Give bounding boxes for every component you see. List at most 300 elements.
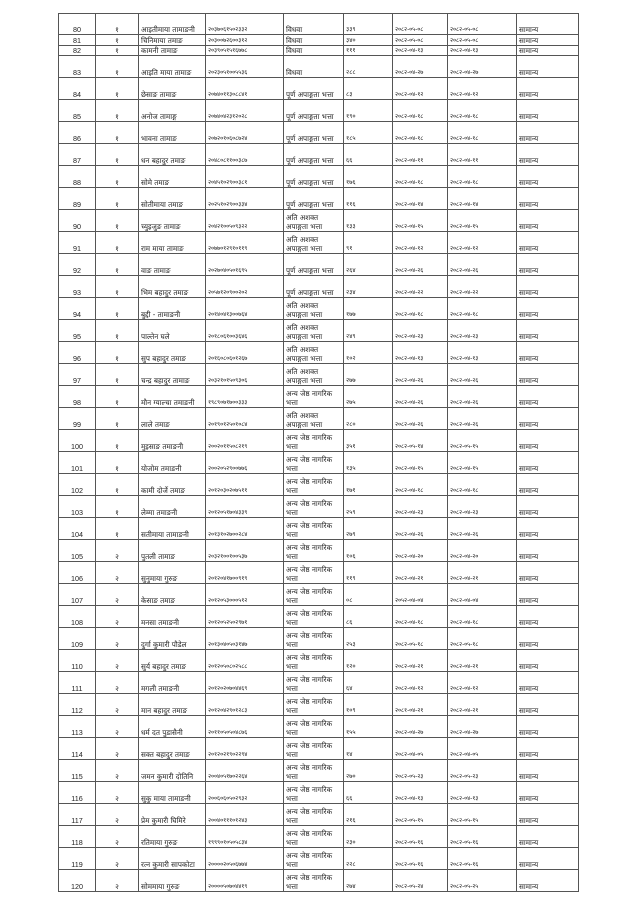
serial-number-cell: 88 [59, 166, 96, 188]
end-date-cell: २०८२-०४-१२ [448, 232, 517, 254]
serial-number-cell: 97 [59, 364, 96, 386]
beneficiary-name-cell: च्युइजुङ तामाङ [139, 210, 206, 232]
start-date-cell: २०८२-०४-२६ [393, 408, 448, 430]
status-cell: सामान्य [517, 650, 579, 672]
identity-number-cell: २०७७०१२९१०११९ [206, 232, 284, 254]
ward-number-cell: १ [96, 254, 139, 276]
amount-cell: ३३९ [344, 14, 393, 35]
end-date-cell: २०८२-०५-१६ [448, 848, 517, 870]
start-date-cell: २०८२-०५-१८ [393, 628, 448, 650]
ward-number-cell: २ [96, 672, 139, 694]
allowance-type-cell: पूर्ण अपाङ्गता भत्ता [284, 166, 344, 188]
amount-cell: २७४ [344, 870, 393, 892]
amount-cell: १९० [344, 100, 393, 122]
beneficiary-name-cell: सोतीमाया तमाङ [139, 188, 206, 210]
status-cell: सामान्य [517, 474, 579, 496]
amount-cell: १५५ [344, 716, 393, 738]
serial-number-cell: 100 [59, 430, 96, 452]
identity-number-cell: २०४८०८११००३८७ [206, 144, 284, 166]
identity-number-cell: २०२७०४०५०१६९५ [206, 254, 284, 276]
ward-number-cell: १ [96, 386, 139, 408]
table-row [59, 474, 579, 496]
serial-number-cell: 114 [59, 738, 96, 760]
identity-number-cell: २०१२०२०७०४४६९ [206, 672, 284, 694]
beneficiary-name-cell: सक्त बहादुर तमाङ [139, 738, 206, 760]
allowance-type-cell: अन्य जेष्ठ नागरिक भत्ता [284, 452, 344, 474]
amount-cell: २६४ [344, 254, 393, 276]
identity-number-cell: २००४०५१७०२२६४ [206, 760, 284, 782]
beneficiary-name-cell: चन्द्र बहादुर तामाङ [139, 364, 206, 386]
start-date-cell: २०८२-०४-०५ [393, 738, 448, 760]
table-row [59, 342, 579, 364]
start-date-cell: २०८२-०४-१३ [393, 782, 448, 804]
end-date-cell: २०८२-०४-१३ [448, 342, 517, 364]
end-date-cell: २०८२-०४-२१ [448, 694, 517, 716]
allowance-type-cell: अति अशक्त अपाङ्गता भत्ता [284, 364, 344, 386]
amount-cell: १८५ [344, 122, 393, 144]
start-date-cell: २०८२-०४-२६ [393, 518, 448, 540]
start-date-cell: २०८२-०४-२७ [393, 56, 448, 78]
beneficiary-name-cell: कामी दोर्जे तमाङ [139, 474, 206, 496]
end-date-cell: २०८२-०४-१२ [448, 78, 517, 100]
ward-number-cell: २ [96, 628, 139, 650]
start-date-cell: २०८२-०४-१८ [393, 100, 448, 122]
identity-number-cell: २०३९०५१५१६७७८ [206, 45, 284, 56]
end-date-cell: २०८२-०४-२६ [448, 518, 517, 540]
table-row [59, 584, 579, 606]
ward-number-cell: १ [96, 320, 139, 342]
identity-number-cell: २००००२०५०६७७४ [206, 848, 284, 870]
allowance-type-cell: अन्य जेष्ठ नागरिक भत्ता [284, 694, 344, 716]
end-date-cell: २०८२-०४-२६ [448, 386, 517, 408]
allowance-type-cell: अन्य जेष्ठ नागरिक भत्ता [284, 760, 344, 782]
start-date-cell: २०८२-०५-१६ [393, 826, 448, 848]
beneficiary-name-cell: केसाङ तमाङ [139, 584, 206, 606]
end-date-cell: २०८२-०४-२७ [448, 56, 517, 78]
beneficiary-name-cell: मुइसाङ तमाङनी [139, 430, 206, 452]
status-cell: सामान्य [517, 826, 579, 848]
ward-number-cell: १ [96, 364, 139, 386]
identity-number-cell: २०४५१०२९००३८१ [206, 166, 284, 188]
table-row [59, 144, 579, 166]
amount-cell: २७९ [344, 518, 393, 540]
beneficiary-name-cell: सोममाया गुरुङ [139, 870, 206, 892]
beneficiary-name-cell: राम माया तामाङ [139, 232, 206, 254]
status-cell: सामान्य [517, 672, 579, 694]
ward-number-cell: २ [96, 562, 139, 584]
start-date-cell: २०८२-०४-२७ [393, 716, 448, 738]
table-row [59, 716, 579, 738]
status-cell: सामान्य [517, 122, 579, 144]
ward-number-cell: २ [96, 716, 139, 738]
ward-number-cell: २ [96, 870, 139, 892]
amount-cell: १११ [344, 45, 393, 56]
allowance-type-cell: अन्य जेष्ठ नागरिक भत्ता [284, 562, 344, 584]
identity-number-cell: २०१३१०२७००२८४ [206, 518, 284, 540]
allowance-type-cell: पूर्ण अपाङ्गता भत्ता [284, 144, 344, 166]
status-cell: सामान्य [517, 452, 579, 474]
end-date-cell: २०८२-०४-११ [448, 144, 517, 166]
identity-number-cell: २०१९०१२५०१०८४ [206, 408, 284, 430]
serial-number-cell: 119 [59, 848, 96, 870]
beneficiary-name-cell: अनोज तामाङ्ग [139, 100, 206, 122]
end-date-cell: २०८२-०४-१८ [448, 100, 517, 122]
end-date-cell: २०८२-०४-१८ [448, 474, 517, 496]
identity-number-cell: २००००५०७०४४१९ [206, 870, 284, 892]
status-cell: सामान्य [517, 144, 579, 166]
serial-number-cell: 98 [59, 386, 96, 408]
serial-number-cell: 103 [59, 496, 96, 518]
ward-number-cell: १ [96, 342, 139, 364]
beneficiary-name-cell: सतीमाया तामाङनी [139, 518, 206, 540]
status-cell: सामान्य [517, 210, 579, 232]
table-row [59, 100, 579, 122]
amount-cell: १७६ [344, 166, 393, 188]
start-date-cell: २०८२-०४-२६ [393, 254, 448, 276]
table-row [59, 122, 579, 144]
amount-cell: १७७ [344, 298, 393, 320]
amount-cell: १२० [344, 650, 393, 672]
identity-number-cell: २०३००७२६००३१२ [206, 35, 284, 46]
identity-number-cell: २०१६०८०६०१२६७ [206, 342, 284, 364]
amount-cell: १७१ [344, 474, 393, 496]
beneficiary-name-cell: सोमे तमाङ [139, 166, 206, 188]
end-date-cell: २०८२-०४-२७ [448, 716, 517, 738]
identity-number-cell: २००४०१११०१२४३ [206, 804, 284, 826]
ward-number-cell: २ [96, 760, 139, 782]
amount-cell: १४ [344, 738, 393, 760]
amount-cell: २५९ [344, 496, 393, 518]
end-date-cell: २०८२-०५-२५ [448, 870, 517, 892]
end-date-cell: २०८२-०४-२० [448, 540, 517, 562]
status-cell: सामान्य [517, 386, 579, 408]
start-date-cell: २०८२-०४-२० [393, 540, 448, 562]
start-date-cell: २०८२-०४-२२ [393, 276, 448, 298]
serial-number-cell: 109 [59, 628, 96, 650]
status-cell: सामान्य [517, 14, 579, 35]
start-date-cell: २०८२-०४-१८ [393, 606, 448, 628]
table-row [59, 738, 579, 760]
status-cell: सामान्य [517, 276, 579, 298]
amount-cell: ९१ [344, 232, 393, 254]
ward-number-cell: १ [96, 14, 139, 35]
identity-number-cell: २०७४०४२३१२०२८ [206, 100, 284, 122]
start-date-cell: २०८२-०५-०८ [393, 14, 448, 35]
end-date-cell: २०८२-०४-२३ [448, 320, 517, 342]
beneficiary-name-cell: भिम बहादुर तमाङ [139, 276, 206, 298]
ward-number-cell: १ [96, 496, 139, 518]
serial-number-cell: 120 [59, 870, 96, 892]
beneficiary-name-cell: प्रेम कुमारी घिमिरे [139, 804, 206, 826]
start-date-cell: २०८२-०५-२३ [393, 760, 448, 782]
status-cell: सामान्य [517, 320, 579, 342]
status-cell: सामान्य [517, 232, 579, 254]
table-row [59, 78, 579, 100]
allowance-type-cell: विधवा [284, 56, 344, 78]
end-date-cell: २०८२-०४-२६ [448, 254, 517, 276]
table-row [59, 408, 579, 430]
serial-number-cell: 89 [59, 188, 96, 210]
amount-cell: ३५१ [344, 430, 393, 452]
beneficiary-name-cell: मान बहादुर तमाङ [139, 694, 206, 716]
amount-cell: ११६ [344, 188, 393, 210]
ward-number-cell: १ [96, 56, 139, 78]
start-date-cell: २०८२-०४-१२ [393, 78, 448, 100]
end-date-cell: २०८२-०४-०४ [448, 584, 517, 606]
status-cell: सामान्य [517, 870, 579, 892]
beneficiary-name-cell: कामनी तामाङ [139, 45, 206, 56]
end-date-cell: २०८२-०४-२६ [448, 364, 517, 386]
serial-number-cell: 91 [59, 232, 96, 254]
table-row [59, 606, 579, 628]
serial-number-cell: 108 [59, 606, 96, 628]
table-row [59, 298, 579, 320]
serial-number-cell: 106 [59, 562, 96, 584]
amount-cell: ३४० [344, 35, 393, 46]
beneficiary-name-cell: मनसा तमाङनी [139, 606, 206, 628]
identity-number-cell: २०२५१०२९००३३४ [206, 188, 284, 210]
end-date-cell: २०८२-०५-२३ [448, 760, 517, 782]
allowance-type-cell: अन्य जेष्ठ नागरिक भत्ता [284, 738, 344, 760]
beneficiary-name-cell: धर्म दत पुडासैनी [139, 716, 206, 738]
identity-number-cell: २०१४०४१३००७६४ [206, 298, 284, 320]
allowance-type-cell: पूर्ण अपाङ्गता भत्ता [284, 254, 344, 276]
table-row [59, 848, 579, 870]
ward-number-cell: २ [96, 540, 139, 562]
ward-number-cell: १ [96, 430, 139, 452]
amount-cell: ०८ [344, 584, 393, 606]
allowance-type-cell: अन्य जेष्ठ नागरिक भत्ता [284, 804, 344, 826]
start-date-cell: २०८२-०४-१८ [393, 166, 448, 188]
serial-number-cell: 96 [59, 342, 96, 364]
start-date-cell: २०५२-०४-०४ [393, 584, 448, 606]
identity-number-cell: २०१२०४२९०१२८३ [206, 694, 284, 716]
ward-number-cell: १ [96, 474, 139, 496]
allowance-type-cell: पूर्ण अपाङ्गता भत्ता [284, 122, 344, 144]
serial-number-cell: 87 [59, 144, 96, 166]
start-date-cell: २०८२-०४-२६ [393, 364, 448, 386]
ward-number-cell: १ [96, 35, 139, 46]
identity-number-cell: २०१२०४१७००९१९ [206, 562, 284, 584]
serial-number-cell: 107 [59, 584, 96, 606]
start-date-cell: २०८२-०४-१२ [393, 672, 448, 694]
allowance-type-cell: अन्य जेष्ठ नागरिक भत्ता [284, 430, 344, 452]
status-cell: सामान्य [517, 100, 579, 122]
end-date-cell: २०८२-०५-०८ [448, 35, 517, 46]
allowance-type-cell: पूर्ण अपाङ्गता भत्ता [284, 276, 344, 298]
allowance-type-cell: अन्य जेष्ठ नागरिक भत्ता [284, 650, 344, 672]
end-date-cell: २०८२-०४-१५ [448, 452, 517, 474]
beneficiary-name-cell: लेम्मा तमाङनी [139, 496, 206, 518]
ward-number-cell: १ [96, 276, 139, 298]
table-row [59, 232, 579, 254]
end-date-cell: २०८२-०५-१८ [448, 628, 517, 650]
amount-cell: २५३ [344, 628, 393, 650]
identity-number-cell: १९९९०१०५०५८३४ [206, 826, 284, 848]
serial-number-cell: 117 [59, 804, 96, 826]
table-row [59, 870, 579, 892]
table-row [59, 56, 579, 78]
start-date-cell: २०८२-०४-२६ [393, 386, 448, 408]
amount-cell: २३० [344, 826, 393, 848]
beneficiary-name-cell: पाल्तेन घले [139, 320, 206, 342]
start-date-cell: २०८२-०४-११ [393, 144, 448, 166]
status-cell: सामान्य [517, 56, 579, 78]
allowance-type-cell: पूर्ण अपाङ्गता भत्ता [284, 188, 344, 210]
table-row [59, 45, 579, 56]
beneficiary-name-cell: आइतीमाया तामाङनी [139, 14, 206, 35]
status-cell: सामान्य [517, 518, 579, 540]
amount-cell: २४९ [344, 320, 393, 342]
status-cell: सामान्य [517, 430, 579, 452]
end-date-cell: २०८२-०४-२१ [448, 650, 517, 672]
end-date-cell: २०८२-०४-१८ [448, 606, 517, 628]
beneficiary-name-cell: रतिमाया गुरुङ [139, 826, 206, 848]
beneficiary-name-cell: वाङ तामाङ [139, 254, 206, 276]
allowance-type-cell: अन्य जेष्ठ नागरिक भत्ता [284, 782, 344, 804]
allowance-type-cell: अति अशक्त अपाङ्गता भत्ता [284, 408, 344, 430]
serial-number-cell: 102 [59, 474, 96, 496]
allowance-type-cell: अन्य जेष्ठ नागरिक भत्ता [284, 474, 344, 496]
serial-number-cell: 92 [59, 254, 96, 276]
amount-cell: १३५ [344, 452, 393, 474]
ward-number-cell: १ [96, 144, 139, 166]
table-row [59, 386, 579, 408]
status-cell: सामान्य [517, 584, 579, 606]
serial-number-cell: 81 [59, 35, 96, 46]
table-row [59, 254, 579, 276]
ward-number-cell: २ [96, 782, 139, 804]
table-body [59, 14, 579, 892]
table-row [59, 518, 579, 540]
table-row [59, 320, 579, 342]
status-cell: सामान्य [517, 45, 579, 56]
allowance-type-cell: पूर्ण अपाङ्गता भत्ता [284, 78, 344, 100]
ward-number-cell: १ [96, 78, 139, 100]
serial-number-cell: 83 [59, 56, 96, 78]
amount-cell: २७५ [344, 386, 393, 408]
serial-number-cell: 115 [59, 760, 96, 782]
amount-cell: ८६ [344, 606, 393, 628]
beneficiary-name-cell: चिनिमाया तमाङ [139, 35, 206, 46]
status-cell: सामान्य [517, 78, 579, 100]
status-cell: सामान्य [517, 166, 579, 188]
status-cell: सामान्य [517, 35, 579, 46]
serial-number-cell: 95 [59, 320, 96, 342]
table-row [59, 364, 579, 386]
status-cell: सामान्य [517, 254, 579, 276]
beneficiary-name-cell: सुर्य बहादुर तमाङ [139, 650, 206, 672]
beneficiary-name-cell: धन बहादुर तमाङ [139, 144, 206, 166]
identity-number-cell: २०४२१००५०९३२२ [206, 210, 284, 232]
allowance-type-cell: अन्य जेष्ठ नागरिक भत्ता [284, 628, 344, 650]
beneficiary-name-cell: छेसाङ तामाङ [139, 78, 206, 100]
start-date-cell: २०८२-०४-१५ [393, 210, 448, 232]
identity-number-cell: २०३२१००१००५३७ [206, 540, 284, 562]
table-row [59, 760, 579, 782]
table-row [59, 540, 579, 562]
start-date-cell: २०८२-०५-२४ [393, 870, 448, 892]
amount-cell: ८३ [344, 78, 393, 100]
serial-number-cell: 80 [59, 14, 96, 35]
identity-number-cell: २०१३०४०५०३१४७ [206, 628, 284, 650]
serial-number-cell: 118 [59, 826, 96, 848]
ward-number-cell: २ [96, 738, 139, 760]
identity-number-cell: २०१२०५१७०४३३९ [206, 496, 284, 518]
allowance-type-cell: पूर्ण अपाङ्गता भत्ता [284, 100, 344, 122]
status-cell: सामान्य [517, 342, 579, 364]
beneficiary-name-cell: भावना तामाङ [139, 122, 206, 144]
beneficiary-name-cell: मगली तमाङनी [139, 672, 206, 694]
status-cell: सामान्य [517, 540, 579, 562]
beneficiary-name-cell: रत्न कुमारी सापकोटा [139, 848, 206, 870]
ward-number-cell: २ [96, 650, 139, 672]
beneficiary-name-cell: योजोम तमाङनी [139, 452, 206, 474]
allowance-type-cell: विधवा [284, 14, 344, 35]
allowance-type-cell: अति अशक्त अपाङ्गता भत्ता [284, 298, 344, 320]
identity-number-cell: २०३७०६१५०२३३२ [206, 14, 284, 35]
beneficiary-name-cell: दुर्गा कुमारी पौडेल [139, 628, 206, 650]
amount-cell: ११९ [344, 562, 393, 584]
beneficiary-name-cell: सुनुमाया गुरुङ [139, 562, 206, 584]
start-date-cell: २०८२-०५-१५ [393, 804, 448, 826]
ward-number-cell: १ [96, 518, 139, 540]
start-date-cell: २०८२-०४-२१ [393, 650, 448, 672]
identity-number-cell: २०७२०१०६०८७२४ [206, 122, 284, 144]
status-cell: सामान्य [517, 364, 579, 386]
identity-number-cell: २०५७१२०९००२०२ [206, 276, 284, 298]
end-date-cell: २०८२-०४-१३ [448, 45, 517, 56]
allowance-type-cell: अति अशक्त अपाङ्गता भत्ता [284, 342, 344, 364]
serial-number-cell: 93 [59, 276, 96, 298]
ward-number-cell: २ [96, 694, 139, 716]
serial-number-cell: 99 [59, 408, 96, 430]
end-date-cell: २०८२-०४-०५ [448, 738, 517, 760]
end-date-cell: २०८२-०५-१५ [448, 430, 517, 452]
allowance-type-cell: अन्य जेष्ठ नागरिक भत्ता [284, 386, 344, 408]
beneficiary-name-cell: लाले तमाङ [139, 408, 206, 430]
end-date-cell: २०८२-०५-१५ [448, 804, 517, 826]
identity-number-cell: २०७४०११३०८८४१ [206, 78, 284, 100]
allowance-type-cell: अन्य जेष्ठ नागरिक भत्ता [284, 518, 344, 540]
identity-number-cell: २००६०६०५०२९३२ [206, 782, 284, 804]
amount-cell: २८० [344, 408, 393, 430]
table-row [59, 782, 579, 804]
serial-number-cell: 86 [59, 122, 96, 144]
amount-cell: ६४ [344, 672, 393, 694]
table-row [59, 210, 579, 232]
beneficiary-name-cell: आइति माया तामाङ [139, 56, 206, 78]
ward-number-cell: १ [96, 408, 139, 430]
allowance-type-cell: अन्य जेष्ठ नागरिक भत्ता [284, 870, 344, 892]
allowance-type-cell: विधवा [284, 45, 344, 56]
identity-number-cell: २०२३०५१००५५३६ [206, 56, 284, 78]
ward-number-cell: १ [96, 210, 139, 232]
identity-number-cell: २००२०११५०८२१९ [206, 430, 284, 452]
identity-number-cell: २०३२१०१५०९३०६ [206, 364, 284, 386]
allowance-type-cell: अन्य जेष्ठ नागरिक भत्ता [284, 826, 344, 848]
serial-number-cell: 105 [59, 540, 96, 562]
table-row [59, 826, 579, 848]
start-date-cell: २०८२-०४-१३ [393, 342, 448, 364]
start-date-cell: २०८२-०४-१५ [393, 452, 448, 474]
amount-cell: २१६ [344, 804, 393, 826]
end-date-cell: २०८२-०५-०८ [448, 14, 517, 35]
end-date-cell: २०८२-०४-२२ [448, 276, 517, 298]
identity-number-cell: २०११०५०५०४८७६ [206, 716, 284, 738]
status-cell: सामान्य [517, 760, 579, 782]
status-cell: सामान्य [517, 606, 579, 628]
